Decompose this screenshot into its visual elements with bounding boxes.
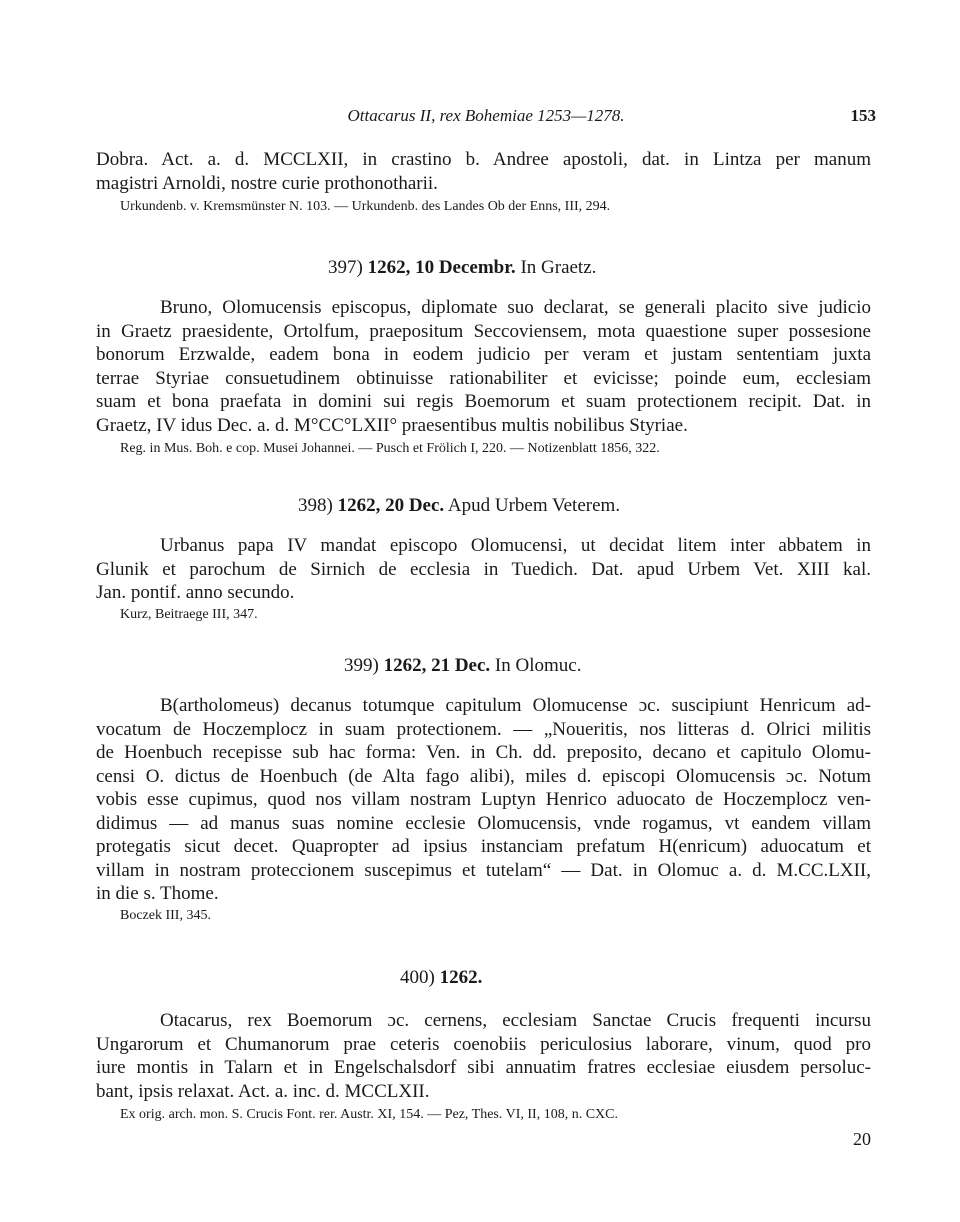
text-line: Dobra. Act. a. d. MCCLXII, in crastino b. Andree apostoli, dat. in Lintza per manum xyxy=(96,149,871,170)
doc-heading-400 xyxy=(400,967,482,989)
text-line: Otacarus, rex Boemorum ɔc. cernens, ecclesiam Sanctae Crucis frequenti incursu xyxy=(160,1010,871,1031)
text-line: Graetz, IV idus Dec. a. d. M°CC°LXII° praesentibus multis nobilibus Styriae. xyxy=(96,414,688,436)
text-line: didimus — ad manus suas nomine ecclesie Olomucensis, vnde rogamus, vt eandem villam xyxy=(96,812,871,834)
text-line: Ungarorum et Chumanorum prae ceteris coenobiis periculosius laborare, vinum, quod pro xyxy=(96,1033,871,1055)
doc-date: 1262. xyxy=(439,967,483,988)
doc-place: Apud Urbem Veterem. xyxy=(447,495,621,516)
doc-number: 399) xyxy=(344,655,379,676)
doc-398-body xyxy=(96,534,871,624)
intro-section xyxy=(96,148,871,216)
text-line: magistri Arnoldi, nostre curie prothonotharii. xyxy=(96,172,438,194)
text-line: protegatis sicut decet. Quapropter ad ipsius instanciam prefatum H(enricum) aduocatum et xyxy=(96,836,871,857)
text-line: in die s. Thome. xyxy=(96,883,219,904)
text-line: terrae Styriae consuetudinem obtinuisse rationabiliter et evicisse; poinde eum, ecclesiam xyxy=(96,367,871,389)
doc-date: 1262, 20 Dec. xyxy=(337,495,445,516)
page-number: 153 xyxy=(850,106,876,125)
doc-heading-397 xyxy=(328,257,596,279)
doc-399-body xyxy=(96,694,871,925)
source-citation: Reg. in Mus. Boh. e cop. Musei Johannei. — Pusch et Frölich I, 220. — Notizenblatt 1856, 322. xyxy=(120,441,660,456)
text-line: villam in nostram proteccionem suscepimus et tutelam“ — Dat. in Olomuc a. d. M.CC.LXII, xyxy=(96,859,871,881)
signature-mark: 20 xyxy=(853,1129,871,1149)
doc-place: In Olomuc. xyxy=(494,655,582,676)
text-line: bonorum Erzwalde, eadem bona in eodem judicio per veram et justam sententiam juxta xyxy=(96,344,871,365)
doc-heading-399 xyxy=(344,655,581,677)
doc-number: 397) xyxy=(328,257,363,278)
text-line: bant, ipsis relaxat. Act. a. inc. d. MCCLXII. xyxy=(96,1080,430,1102)
doc-place: In Graetz. xyxy=(520,257,597,278)
text-line: B(artholomeus) decanus totumque capitulum Olomucense ɔc. suscipiunt Henricum ad- xyxy=(160,695,871,716)
text-line: Jan. pontif. anno secundo. xyxy=(96,582,295,603)
source-citation: Boczek III, 345. xyxy=(120,907,211,923)
text-line: censi O. dictus de Hoenbuch (de Alta fago alibi), miles d. episcopi Olomucensis ɔc. Notum xyxy=(96,765,871,787)
source-citation: Ex orig. arch. mon. S. Crucis Font. rer. Austr. XI, 154. — Pez, Thes. VI, II, 108, n. CXC. xyxy=(120,1107,619,1122)
doc-397-body xyxy=(96,296,871,458)
doc-date: 1262, 21 Dec. xyxy=(383,655,491,676)
text-line: suam et bona praefata in domini sui regis Boemorum et suam protectionem recipit. Dat. in xyxy=(96,391,871,412)
text-line: vobis esse cupimus, quod nos villam nostram Luptyn Henrico aduocato de Hoczemplocz ven- xyxy=(96,789,871,810)
doc-number: 400) xyxy=(400,967,435,988)
doc-400-body xyxy=(96,1009,871,1124)
text-line: vocatum de Hoczemplocz in suam protectionem. — „Noueritis, nos litteras d. Olrici militis xyxy=(96,718,871,740)
page-header xyxy=(96,106,876,130)
source-citation: Urkundenb. v. Kremsmünster N. 103. — Urkundenb. des Landes Ob der Enns, III, 294. xyxy=(120,199,611,214)
running-title: Ottacarus II, rex Bohemiae 1253—1278. xyxy=(347,106,625,125)
text-line: Bruno, Olomucensis episcopus, diplomate suo declarat, se generali placito sive judicio xyxy=(160,297,871,318)
text-line: de Hoenbuch recepisse sub hac forma: Ven. in Ch. dd. preposito, decano et capitulo Olomu- xyxy=(96,742,871,763)
text-line: Urbanus papa IV mandat episcopo Olomucensi, ut decidat litem inter abbatem in xyxy=(160,535,871,556)
source-citation: Kurz, Beitraege III, 347. xyxy=(120,606,258,622)
text-line: Glunik et parochum de Sirnich de ecclesia in Tuedich. Dat. apud Urbem Vet. XIII kal. xyxy=(96,558,871,580)
text-line: iure montis in Talarn et in Engelschalsdorf sibi annuatim fratres ecclesiae eiusdem persoluc- xyxy=(96,1057,871,1078)
text-line: in Graetz praesidente, Ortolfum, praepositum Seccoviensem, mota quaestione super possesione xyxy=(96,320,871,342)
doc-heading-398 xyxy=(298,495,620,517)
doc-date: 1262, 10 Decembr. xyxy=(367,257,516,278)
doc-number: 398) xyxy=(298,495,333,516)
